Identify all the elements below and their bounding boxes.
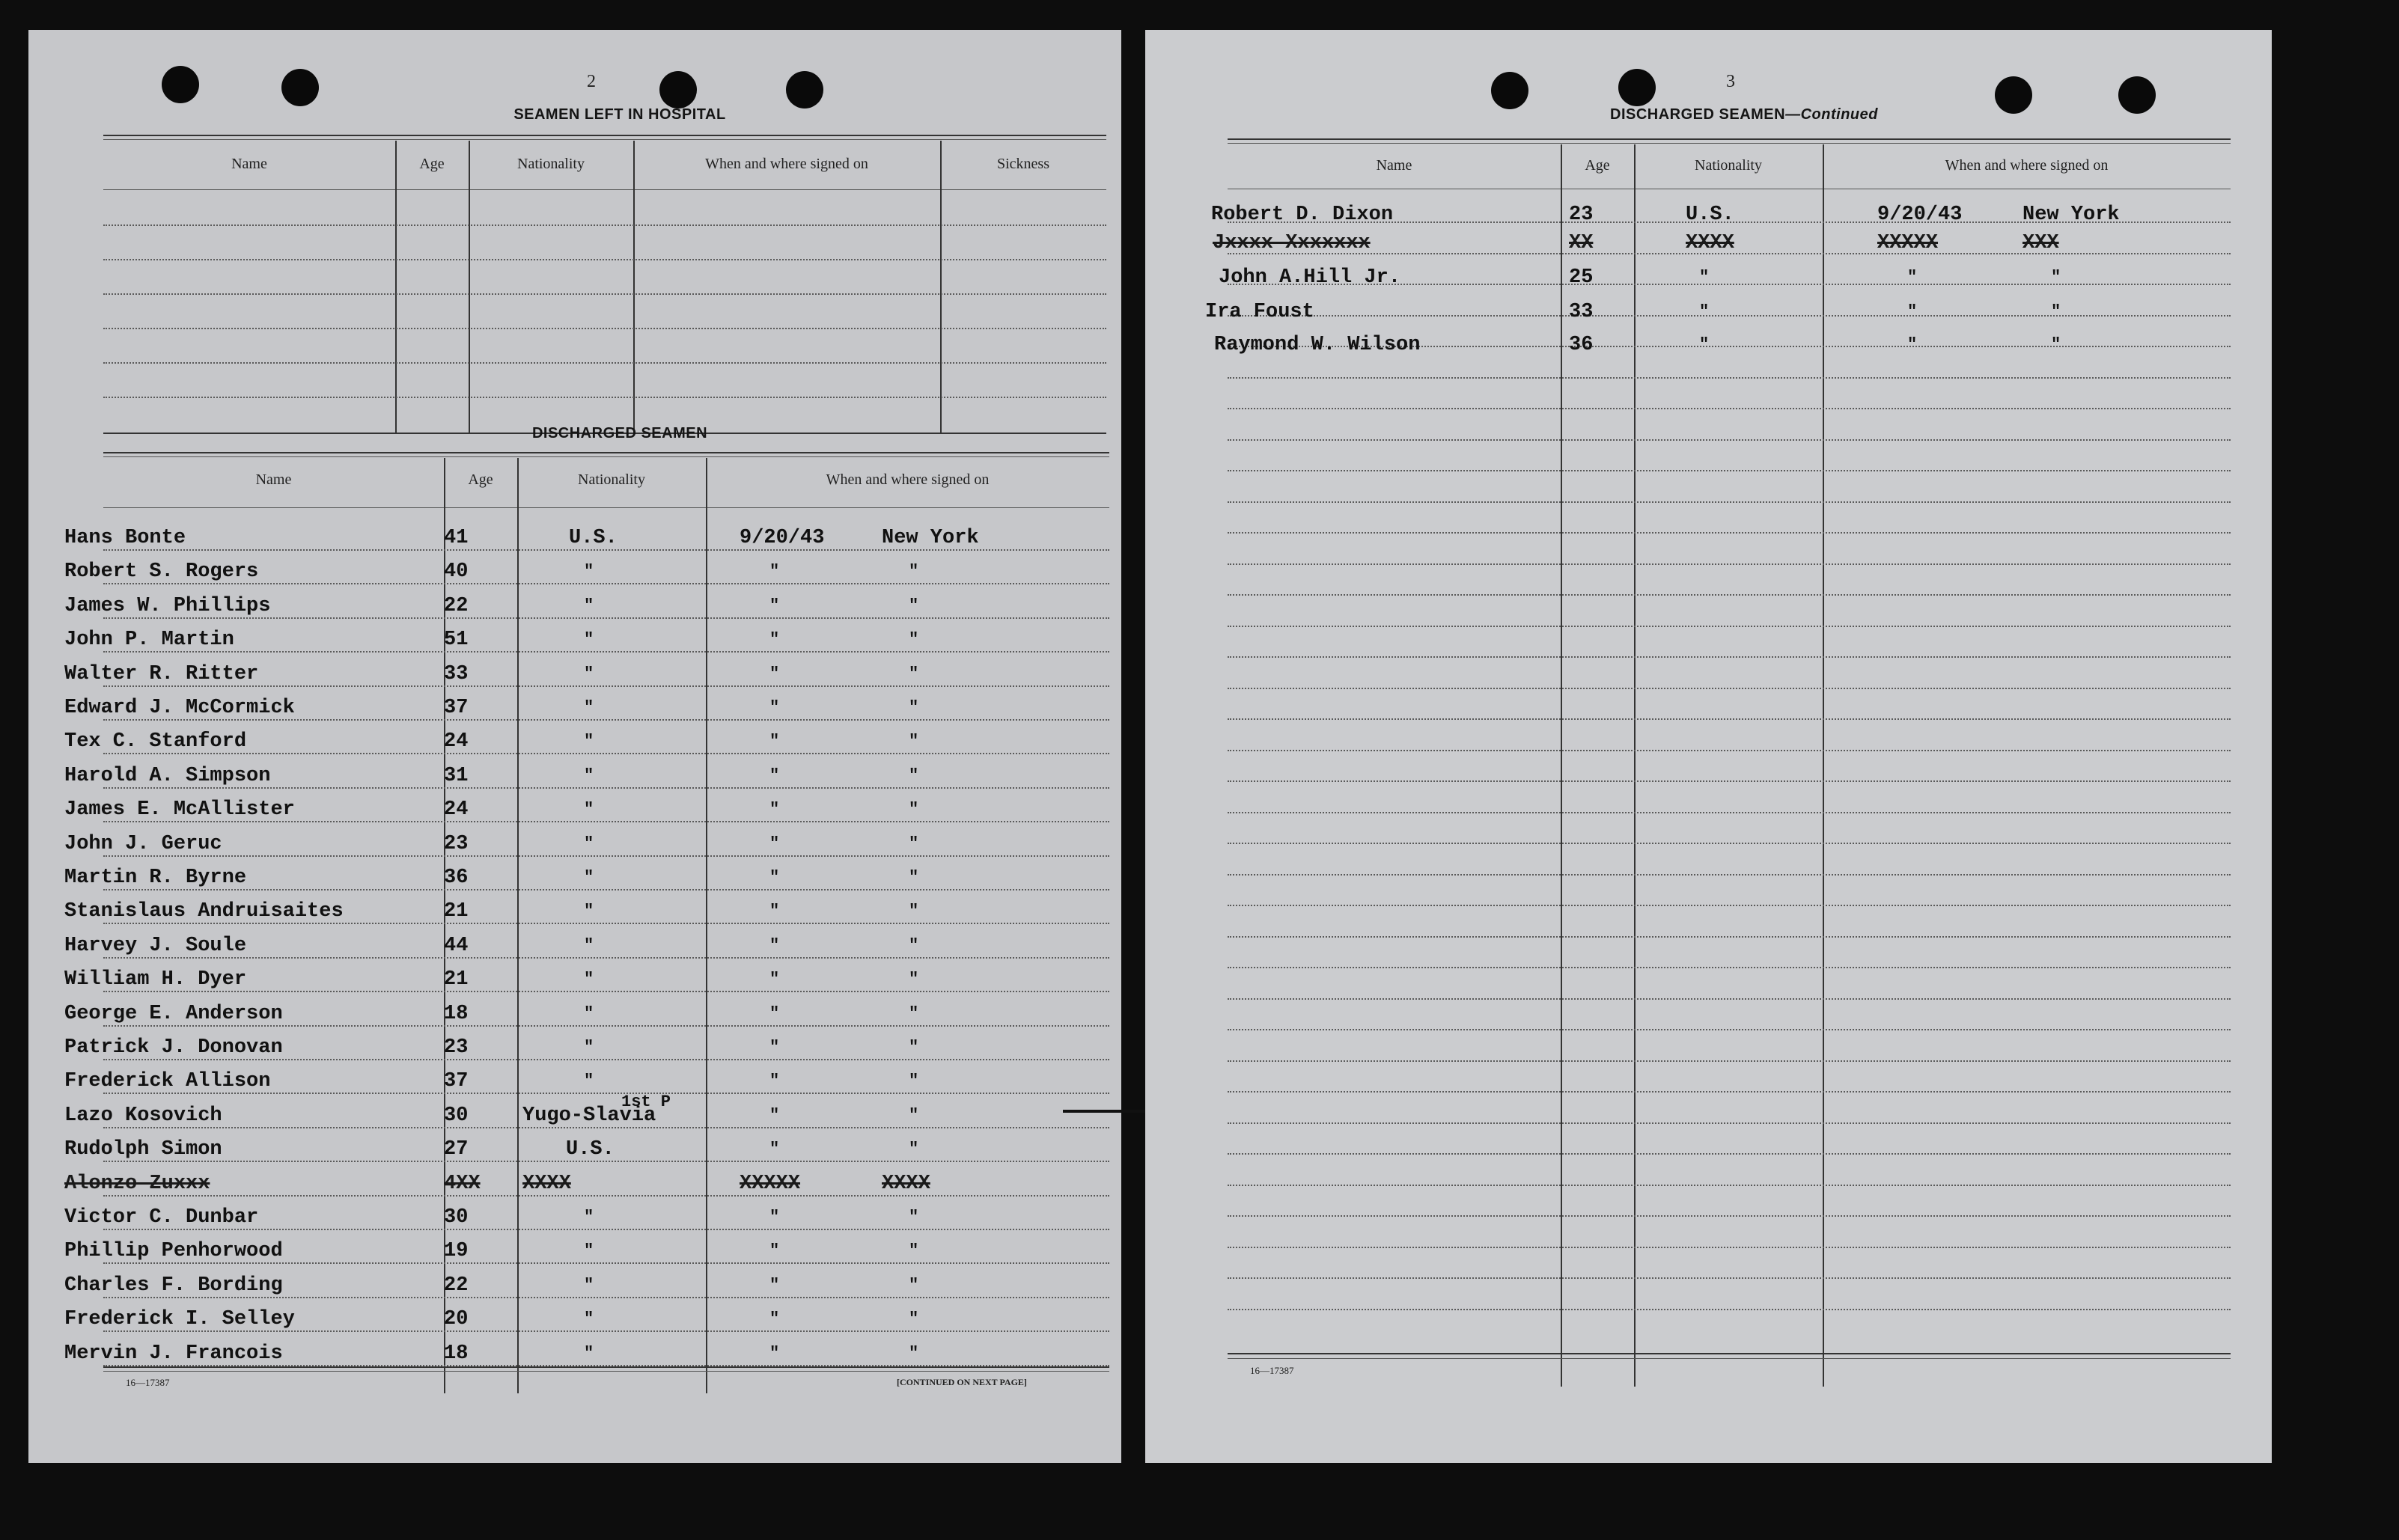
entry-line — [1228, 1029, 2231, 1030]
signed-on-date: " — [769, 1038, 780, 1057]
signed-on-date: " — [769, 630, 780, 649]
seaman-nationality: " — [1699, 302, 1710, 321]
entry-line — [103, 293, 1106, 295]
entry-line — [1228, 936, 2231, 938]
entry-line — [103, 889, 1109, 890]
seaman-nationality: U.S. — [566, 1138, 615, 1161]
seaman-nationality: " — [584, 596, 594, 615]
punch-hole — [2118, 76, 2156, 114]
entry-line — [103, 821, 1109, 822]
seaman-age: 40 — [444, 560, 469, 583]
column-divider — [1561, 144, 1562, 1387]
entry-line — [103, 259, 1106, 260]
signed-on-place: " — [909, 1276, 919, 1295]
discharged-col-signed-on: When and where signed on — [826, 471, 990, 488]
signed-on-date: " — [769, 562, 780, 581]
signed-on-place: " — [909, 970, 919, 989]
seaman-name: Frederick I. Selley — [64, 1308, 295, 1330]
signed-on-date: 9/20/43 — [740, 527, 825, 549]
signed-on-place: New York — [882, 527, 979, 549]
seaman-nationality: " — [584, 868, 594, 887]
seaman-nationality: " — [1699, 335, 1710, 354]
seaman-name: Frederick Allison — [64, 1070, 271, 1093]
signed-on-date: " — [769, 1241, 780, 1260]
rule — [1228, 143, 2231, 144]
column-divider — [395, 141, 397, 433]
entry-line — [1228, 470, 2231, 471]
seaman-age: 41 — [444, 527, 469, 549]
signed-on-place: " — [909, 766, 919, 785]
seaman-name: Mervin J. Francois — [64, 1342, 283, 1365]
entry-line — [103, 753, 1109, 754]
seaman-name: Martin R. Byrne — [64, 867, 247, 889]
page-number: 3 — [1726, 72, 1735, 91]
column-divider — [940, 141, 942, 433]
seaman-name: Lazo Kosovich — [64, 1104, 222, 1127]
entry-line — [1228, 439, 2231, 441]
entry-line — [103, 787, 1109, 789]
entry-line — [1228, 594, 2231, 596]
seaman-nationality: XXXX — [1686, 232, 1734, 254]
rule — [103, 1366, 1109, 1368]
signed-on-date: " — [769, 1208, 780, 1226]
entry-line — [103, 224, 1106, 226]
rule — [103, 507, 1109, 508]
seaman-age: 23 — [444, 1036, 469, 1059]
rule — [103, 139, 1106, 140]
seaman-nationality: " — [584, 1038, 594, 1057]
signed-on-place: " — [2051, 302, 2061, 321]
seaman-age: 36 — [1569, 334, 1594, 356]
signed-on-date: " — [769, 732, 780, 751]
form-code: 16—17387 — [126, 1377, 170, 1388]
hospital-col-signed-on: When and where signed on — [705, 156, 868, 172]
column-divider — [469, 141, 470, 433]
seaman-age: 18 — [444, 1003, 469, 1025]
seaman-age: 51 — [444, 629, 469, 651]
seaman-name: Hans Bonte — [64, 527, 186, 549]
signed-on-place: " — [909, 834, 919, 853]
signed-on-place: " — [909, 664, 919, 683]
rule — [103, 189, 1106, 190]
signed-on-date: " — [769, 1140, 780, 1158]
signed-on-date: 9/20/43 — [1877, 204, 1963, 226]
seaman-age: 18 — [444, 1342, 469, 1365]
discharged-col-age: Age — [468, 471, 493, 488]
signed-on-date: " — [769, 1276, 780, 1295]
seaman-age: 37 — [444, 697, 469, 719]
seaman-name: Harold A. Simpson — [64, 765, 271, 787]
entry-line — [103, 957, 1109, 959]
seaman-nationality: " — [584, 1072, 594, 1090]
punch-hole — [786, 71, 823, 109]
page-number: 2 — [587, 72, 596, 91]
signed-on-place: " — [909, 732, 919, 751]
seaman-name: Tex C. Stanford — [64, 730, 247, 753]
right-page — [1145, 30, 2272, 1463]
seaman-nationality: " — [584, 902, 594, 920]
hospital-col-nationality: Nationality — [517, 156, 585, 172]
signed-on-date: " — [769, 1310, 780, 1328]
entry-line — [1228, 315, 2231, 317]
seaman-nationality: " — [584, 664, 594, 683]
signed-on-place: " — [909, 800, 919, 819]
punch-hole — [1995, 76, 2032, 114]
entry-line — [103, 1195, 1109, 1197]
signed-on-place: " — [909, 1241, 919, 1260]
entry-line — [103, 1093, 1109, 1094]
seaman-nationality: " — [1699, 268, 1710, 287]
seaman-name: Stanislaus Andruisaites — [64, 900, 344, 923]
seaman-name: John J. Geruc — [64, 833, 222, 855]
seaman-name: Phillip Penhorwood — [64, 1240, 283, 1262]
signed-on-date: " — [769, 1106, 780, 1125]
signed-on-place: " — [909, 936, 919, 955]
signed-on-date: " — [1907, 268, 1918, 287]
entry-line — [103, 719, 1109, 721]
signed-on-place: XXX — [2022, 232, 2059, 254]
seaman-age: XX — [1569, 232, 1594, 254]
seaman-age: 30 — [444, 1206, 469, 1229]
rule — [103, 1371, 1109, 1372]
entry-line — [103, 1330, 1109, 1332]
entry-line — [1228, 1215, 2231, 1217]
entry-line — [1228, 905, 2231, 906]
entry-line — [103, 991, 1109, 992]
entry-line — [103, 923, 1109, 924]
seaman-nationality: " — [584, 936, 594, 955]
signed-on-place: " — [909, 868, 919, 887]
seaman-age: 36 — [444, 867, 469, 889]
seaman-nationality: " — [584, 1276, 594, 1295]
signed-on-place: " — [2051, 335, 2061, 354]
entry-line — [103, 685, 1109, 687]
signed-on-place: New York — [2022, 204, 2120, 226]
signed-on-date: " — [769, 664, 780, 683]
discharged-section-title: DISCHARGED SEAMEN — [531, 425, 708, 441]
seaman-age: 23 — [444, 833, 469, 855]
signed-on-date: " — [769, 1004, 780, 1023]
entry-line — [1228, 843, 2231, 844]
seaman-nationality: " — [584, 970, 594, 989]
entry-line — [103, 362, 1106, 364]
seaman-name: Victor C. Dunbar — [64, 1206, 259, 1229]
seaman-name: Rudolph Simon — [64, 1138, 222, 1161]
seaman-nationality: " — [584, 562, 594, 581]
entry-line — [1228, 1153, 2231, 1155]
seaman-age: 25 — [1569, 266, 1594, 289]
seaman-nationality: U.S. — [1686, 204, 1734, 226]
seaman-age: 37 — [444, 1070, 469, 1093]
rule — [1228, 1358, 2231, 1359]
form-code: 16—17387 — [1250, 1365, 1294, 1376]
seaman-age: 31 — [444, 765, 469, 787]
seaman-nationality: " — [584, 1241, 594, 1260]
signed-on-date: " — [769, 902, 780, 920]
column-divider — [633, 141, 635, 433]
signed-on-place: " — [909, 1344, 919, 1363]
seaman-age: 24 — [444, 730, 469, 753]
seaman-name: George E. Anderson — [64, 1003, 283, 1025]
seaman-name: Robert S. Rogers — [64, 560, 259, 583]
seaman-age: 22 — [444, 595, 469, 617]
signed-on-place: " — [909, 1208, 919, 1226]
seaman-name: Ira Foust — [1205, 301, 1314, 323]
signed-on-date: " — [1907, 302, 1918, 321]
signed-on-place: " — [909, 630, 919, 649]
right-col-nationality: Nationality — [1695, 157, 1762, 174]
entry-line — [103, 1297, 1109, 1298]
signed-on-date: " — [769, 766, 780, 785]
seaman-name: James W. Phillips — [64, 595, 271, 617]
seaman-nationality: " — [584, 630, 594, 649]
rule — [103, 452, 1109, 453]
seaman-name: Walter R. Ritter — [64, 663, 259, 685]
entry-line — [1228, 998, 2231, 1000]
seaman-age: 27 — [444, 1138, 469, 1161]
signed-on-place: " — [909, 1004, 919, 1023]
seaman-age: 30 — [444, 1104, 469, 1127]
entry-line — [103, 1059, 1109, 1060]
signed-on-date: " — [769, 800, 780, 819]
seaman-name: Jxxxx Xxxxxxx — [1213, 232, 1371, 254]
seaman-age: 22 — [444, 1274, 469, 1297]
seaman-age: 33 — [444, 663, 469, 685]
entry-line — [1228, 874, 2231, 876]
signed-on-place: " — [909, 698, 919, 717]
punch-hole — [1491, 72, 1528, 109]
seaman-nationality: " — [584, 834, 594, 853]
discharged-continued-title: DISCHARGED SEAMEN—Continued — [1610, 106, 1878, 123]
signed-on-place: " — [909, 1140, 919, 1158]
signed-on-place: " — [909, 1072, 919, 1090]
seaman-age: 19 — [444, 1240, 469, 1262]
signed-on-place: " — [909, 1106, 919, 1125]
entry-line — [1228, 1185, 2231, 1186]
right-col-signed-on: When and where signed on — [1945, 157, 2109, 174]
column-divider — [706, 458, 707, 1393]
entry-line — [1228, 1122, 2231, 1124]
seaman-name: William H. Dyer — [64, 968, 247, 991]
seaman-name: Raymond W. Wilson — [1214, 334, 1421, 356]
signed-on-place: " — [909, 562, 919, 581]
discharged-col-name: Name — [255, 471, 292, 488]
seaman-name: Alonzo Zuxxx — [64, 1173, 210, 1195]
right-col-name: Name — [1376, 157, 1412, 174]
entry-line — [1228, 656, 2231, 658]
entry-line — [1228, 501, 2231, 503]
seaman-nationality: " — [584, 698, 594, 717]
hospital-col-name: Name — [231, 156, 267, 172]
seaman-age: 21 — [444, 900, 469, 923]
signed-on-date: " — [769, 698, 780, 717]
column-divider — [517, 458, 519, 1393]
seaman-name: Harvey J. Soule — [64, 935, 247, 957]
seaman-nationality: U.S. — [569, 527, 618, 549]
seaman-nationality: " — [584, 766, 594, 785]
signed-on-date: " — [769, 596, 780, 615]
signed-on-date: " — [769, 834, 780, 853]
seaman-name: John A.Hill Jr. — [1219, 266, 1401, 289]
seaman-name: Robert D. Dixon — [1211, 204, 1394, 226]
entry-line — [1228, 1247, 2231, 1248]
rule — [1228, 1353, 2231, 1354]
entry-line — [1228, 688, 2231, 689]
column-divider — [1823, 144, 1824, 1387]
seaman-nationality: " — [584, 800, 594, 819]
seaman-name: John P. Martin — [64, 629, 234, 651]
seaman-nationality: " — [584, 1004, 594, 1023]
entry-line — [1228, 408, 2231, 409]
signed-on-date: " — [769, 1344, 780, 1363]
entry-line — [1228, 780, 2231, 782]
rule — [103, 456, 1109, 457]
entry-line — [103, 1161, 1109, 1162]
hospital-col-sickness: Sickness — [997, 156, 1049, 172]
seaman-age: 23 — [1569, 204, 1594, 226]
entry-line — [103, 1262, 1109, 1264]
seaman-nationality: " — [584, 732, 594, 751]
signed-on-date: " — [769, 970, 780, 989]
signed-on-place: " — [909, 1038, 919, 1057]
signed-on-place: " — [909, 1310, 919, 1328]
rule — [103, 135, 1106, 136]
seaman-name: Patrick J. Donovan — [64, 1036, 283, 1059]
signed-on-place: " — [909, 596, 919, 615]
signed-on-date: " — [769, 936, 780, 955]
punch-hole — [281, 69, 319, 106]
signed-on-date: XXXXX — [1877, 232, 1939, 254]
discharged-col-nationality: Nationality — [578, 471, 645, 488]
punch-hole — [659, 71, 697, 109]
nationality-note: 1st P — [621, 1093, 671, 1111]
signed-on-place: XXXX — [882, 1173, 930, 1195]
seaman-nationality: " — [584, 1310, 594, 1328]
seaman-age: 44 — [444, 935, 469, 957]
entry-line — [103, 328, 1106, 329]
hospital-section-title: SEAMEN LEFT IN HOSPITAL — [513, 106, 726, 123]
seaman-name: James E. McAllister — [64, 798, 295, 821]
entry-line — [1228, 377, 2231, 379]
entry-line — [1228, 626, 2231, 627]
entry-line — [1228, 1277, 2231, 1279]
entry-line — [103, 617, 1109, 619]
entry-line — [103, 1229, 1109, 1230]
continued-note: [CONTINUED ON NEXT PAGE] — [897, 1377, 1027, 1387]
hospital-col-age: Age — [419, 156, 445, 172]
punch-hole — [1618, 69, 1656, 106]
entry-line — [1228, 1060, 2231, 1062]
signed-on-date: " — [1907, 335, 1918, 354]
signed-on-date: XXXXX — [740, 1173, 801, 1195]
rule — [1228, 138, 2231, 140]
entry-line — [1228, 812, 2231, 813]
entry-line — [103, 549, 1109, 551]
seaman-nationality: Yugo-Slavia — [522, 1104, 656, 1127]
signed-on-place: " — [909, 902, 919, 920]
seaman-nationality: XXXX — [522, 1173, 571, 1195]
seaman-age: 24 — [444, 798, 469, 821]
entry-line — [103, 651, 1109, 653]
signed-on-date: " — [769, 868, 780, 887]
entry-line — [103, 1025, 1109, 1027]
seaman-age: 33 — [1569, 301, 1594, 323]
left-page — [28, 30, 1121, 1463]
seaman-age: 20 — [444, 1308, 469, 1330]
punch-hole — [162, 66, 199, 103]
entry-line — [1228, 967, 2231, 968]
column-divider — [1634, 144, 1636, 1387]
seaman-name: Edward J. McCormick — [64, 697, 295, 719]
entry-line — [1228, 532, 2231, 534]
seaman-nationality: " — [584, 1344, 594, 1363]
entry-line — [103, 855, 1109, 857]
entry-line — [1228, 563, 2231, 565]
entry-line — [1228, 718, 2231, 720]
entry-line — [1228, 1309, 2231, 1310]
entry-line — [103, 583, 1109, 584]
seaman-nationality: " — [584, 1208, 594, 1226]
entry-line — [103, 1127, 1109, 1128]
entry-line — [1228, 750, 2231, 751]
seaman-age: 4XX — [444, 1173, 481, 1195]
signed-on-date: " — [769, 1072, 780, 1090]
entry-line — [103, 397, 1106, 398]
seaman-name: Charles F. Bording — [64, 1274, 283, 1297]
entry-line — [1228, 1091, 2231, 1093]
seaman-age: 21 — [444, 968, 469, 991]
signed-on-place: " — [2051, 268, 2061, 287]
right-col-age: Age — [1585, 157, 1610, 174]
